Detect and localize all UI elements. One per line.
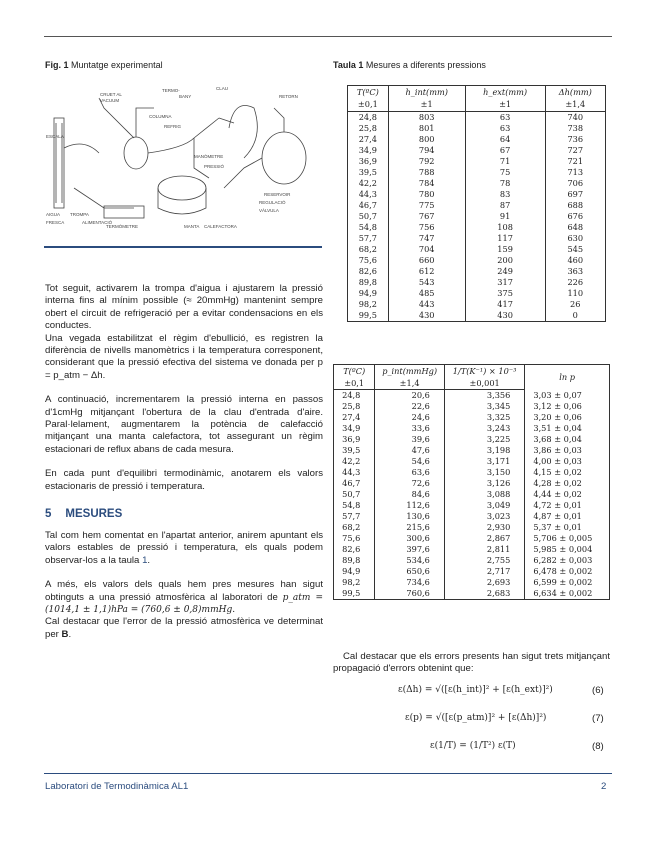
table-cell: 54,8 — [334, 500, 375, 511]
table-row — [348, 156, 606, 167]
table-cell: 25,8 — [348, 123, 389, 134]
table-cell: 2,683 — [444, 588, 524, 600]
table-cell: 57,7 — [348, 233, 389, 244]
table-cell: 50,7 — [334, 489, 375, 500]
table-cell: 112,6 — [375, 500, 445, 511]
column-header: p_int(mmHg) — [375, 365, 445, 378]
table-cell: 110 — [545, 288, 605, 299]
paragraph: En cada punt d'equilibri termodinàmic, anotarem els valors estacionaris de pressió i temperatura. — [45, 468, 323, 492]
table-cell: 3,03 ± 0,07 — [525, 390, 610, 402]
table-cell: 3,023 — [444, 511, 524, 522]
table-row — [348, 277, 606, 288]
table-cell: 78 — [465, 178, 545, 189]
table-cell: 87 — [465, 200, 545, 211]
equation-number: (6) — [592, 685, 604, 696]
table-cell: 91 — [465, 211, 545, 222]
paragraph: Cal destacar que l'error de la pressió atmosfèrica ve determinat per B. — [45, 616, 323, 640]
table-cell: 5,37 ± 0,01 — [525, 522, 610, 533]
table-cell: 3,225 — [444, 434, 524, 445]
table-cell: 226 — [545, 277, 605, 288]
table-cell: 75 — [465, 167, 545, 178]
table-row — [334, 566, 610, 577]
table-cell: 3,356 — [444, 390, 524, 402]
paragraph: A més, els valors dels quals hem pres mesures han sigut obtinguts a una pressió atmosfèrica al laboratori de p_atm = (1014,1 ± 1,1)hPa = (760,6 ± 0,8)mmHg. — [45, 579, 323, 616]
table-cell: 75,6 — [348, 255, 389, 266]
table-row — [334, 434, 610, 445]
table-cell: 22,6 — [375, 401, 445, 412]
sketch-label: RETORN — [279, 94, 298, 99]
table-cell: 215,6 — [375, 522, 445, 533]
table-cell: 801 — [388, 123, 465, 134]
table-cell: 704 — [388, 244, 465, 255]
sketch-label: VÀLVULA — [259, 208, 279, 213]
table-cell: 108 — [465, 222, 545, 233]
column-uncertainty: ±1 — [388, 98, 465, 112]
sketch-label: MANTA — [184, 224, 200, 229]
section-title: MESURES — [65, 508, 123, 520]
table-row — [348, 178, 606, 189]
table-row — [334, 445, 610, 456]
table-cell: 688 — [545, 200, 605, 211]
table-cell: 784 — [388, 178, 465, 189]
table-cell: 3,171 — [444, 456, 524, 467]
table-cell: 676 — [545, 211, 605, 222]
table-row — [334, 401, 610, 412]
table-row — [348, 211, 606, 222]
table-cell: 3,20 ± 0,06 — [525, 412, 610, 423]
table-cell: 25,8 — [334, 401, 375, 412]
table-cell: 24,6 — [375, 412, 445, 423]
table-row — [334, 423, 610, 434]
paragraph: Tal com hem comentat en l'apartat anterior, anirem apuntant els valors estables de pressió i temperatura, els quals podem observar-los a la taula 1. — [45, 530, 323, 566]
table-cell: 545 — [545, 244, 605, 255]
equation-6: ε(Δh) = √([ε(h_int)]² + [ε(h_ext)]²) — [398, 685, 553, 695]
table-cell: 94,9 — [334, 566, 375, 577]
table-row — [334, 500, 610, 511]
table-cell: 485 — [388, 288, 465, 299]
sketch-label: BANY — [179, 94, 192, 99]
table-row — [348, 167, 606, 178]
table-row — [334, 412, 610, 423]
table-cell: 89,8 — [348, 277, 389, 288]
table-row — [334, 577, 610, 588]
table-cell: 794 — [388, 145, 465, 156]
table-cell: 375 — [465, 288, 545, 299]
table-cell: 99,5 — [348, 310, 389, 322]
table-cell: 54,8 — [348, 222, 389, 233]
table-cell: 397,6 — [375, 544, 445, 555]
table-row — [348, 255, 606, 266]
table-cell: 94,9 — [348, 288, 389, 299]
table-cell: 443 — [388, 299, 465, 310]
table-cell: 780 — [388, 189, 465, 200]
table-cell: 3,150 — [444, 467, 524, 478]
page-number: 2 — [601, 781, 607, 792]
column-header: T(ºC) — [348, 86, 389, 99]
sketch-label: CLAU — [216, 86, 229, 91]
sketch-label: MANÒMETRE — [194, 154, 224, 159]
top-rule — [44, 36, 612, 37]
table-row — [334, 533, 610, 544]
sketch-label: REGULACIÓ — [259, 200, 286, 205]
table-cell: 39,5 — [334, 445, 375, 456]
heating-mantle — [158, 176, 206, 200]
sketch-label: RESERVOIR — [264, 192, 291, 197]
table-cell: 46,7 — [348, 200, 389, 211]
table-row — [334, 489, 610, 500]
table-cell: 34,9 — [348, 145, 389, 156]
table-cell: 430 — [465, 310, 545, 322]
table-cell: 24,8 — [334, 390, 375, 402]
table-caption: Taula 1 Mesures a diferents pressions — [333, 60, 486, 70]
column-header: ln p — [525, 365, 610, 390]
reservoir — [262, 132, 306, 184]
column-uncertainty: ±1,4 — [375, 377, 445, 390]
table-cell: 57,7 — [334, 511, 375, 522]
equation-8: ε(1/T) = (1/T²) ε(T) — [430, 741, 516, 751]
table-cell: 760,6 — [375, 588, 445, 600]
table-cell: 460 — [545, 255, 605, 266]
column-header: T(ºC) — [334, 365, 375, 378]
table-cell: 42,2 — [348, 178, 389, 189]
table-cell: 747 — [388, 233, 465, 244]
table-row — [348, 310, 606, 322]
table-cell: 34,9 — [334, 423, 375, 434]
table-cell: 4,44 ± 0,02 — [525, 489, 610, 500]
table-cell: 249 — [465, 266, 545, 277]
sketch-label: TERMO- — [162, 88, 180, 93]
table-cell: 2,867 — [444, 533, 524, 544]
equation-7: ε(p) = √([ε(p_atm)]² + [ε(Δh)]²) — [405, 713, 547, 723]
table-cell: 4,87 ± 0,01 — [525, 511, 610, 522]
table-row — [348, 222, 606, 233]
sketch-label: CRUET AL — [100, 92, 122, 97]
table-cell: 792 — [388, 156, 465, 167]
table-cell: 83 — [465, 189, 545, 200]
table-cell: 2,811 — [444, 544, 524, 555]
sketch-label: AIGUA — [46, 212, 61, 217]
table-cell: 67 — [465, 145, 545, 156]
equation-number: (8) — [592, 741, 604, 752]
table-cell: 72,6 — [375, 478, 445, 489]
table-cell: 117 — [465, 233, 545, 244]
table-row — [334, 555, 610, 566]
table-cell: 75,6 — [334, 533, 375, 544]
table-cell: 5,985 ± 0,004 — [525, 544, 610, 555]
table-cell: 706 — [545, 178, 605, 189]
table-cell: 2,693 — [444, 577, 524, 588]
column-header: Δh(mm) — [545, 86, 605, 99]
sketch-label: FRESCA — [46, 220, 65, 225]
table-cell: 82,6 — [334, 544, 375, 555]
table-row — [334, 456, 610, 467]
table-cell: 82,6 — [348, 266, 389, 277]
table-cell: 3,088 — [444, 489, 524, 500]
table-cell: 630 — [545, 233, 605, 244]
equation-number: (7) — [592, 713, 604, 724]
table-row — [348, 288, 606, 299]
column-uncertainty: ±0,1 — [348, 98, 389, 112]
table-row — [348, 244, 606, 255]
table-cell: 68,2 — [348, 244, 389, 255]
table-cell: 3,126 — [444, 478, 524, 489]
measurements-table — [347, 85, 606, 322]
column-uncertainty: ±0,001 — [444, 377, 524, 390]
table-cell: 4,72 ± 0,01 — [525, 500, 610, 511]
column-header: h_ext(mm) — [465, 86, 545, 99]
paragraph: Tot seguit, activarem la trompa d'aigua i ajustarem la pressió interna fins al mínim possible (≈ 20mmHg) mantenint sempre obert el circuit de refrigeració per a evitar condensacions en els conductes. — [45, 283, 323, 332]
table-cell: 775 — [388, 200, 465, 211]
table-cell: 6,634 ± 0,002 — [525, 588, 610, 600]
table-cell: 430 — [388, 310, 465, 322]
table-cell: 200 — [465, 255, 545, 266]
body-text-left — [45, 283, 323, 493]
figure-rule — [44, 246, 322, 248]
table-cell: 39,6 — [375, 434, 445, 445]
table-cell: 543 — [388, 277, 465, 288]
table-cell: 417 — [465, 299, 545, 310]
table-cell: 63,6 — [375, 467, 445, 478]
table-cell: 3,198 — [444, 445, 524, 456]
table-cell: 42,2 — [334, 456, 375, 467]
table-cell: 3,68 ± 0,04 — [525, 434, 610, 445]
column-header: 1/T(K⁻¹) × 10⁻³ — [444, 365, 524, 378]
table-cell: 44,3 — [334, 467, 375, 478]
table-cell: 98,2 — [334, 577, 375, 588]
table-cell: 50,7 — [348, 211, 389, 222]
sketch-label: COLUMNA — [149, 114, 172, 119]
table-cell: 740 — [545, 112, 605, 124]
paragraph: Una vegada estabilitzat el règim d'ebullició, es registren la diferència de nivells manomètrics i la temperatura corresponent, considerant que la pressió efectiva del sistema ve donada per p = p_atm − Δh. — [45, 332, 323, 381]
footer-title: Laboratori de Termodinàmica AL1 — [45, 781, 189, 792]
table-cell: 2,755 — [444, 555, 524, 566]
table-row — [348, 134, 606, 145]
column-uncertainty: ±0,1 — [334, 377, 375, 390]
table-cell: 650,6 — [375, 566, 445, 577]
manometer-scale — [54, 118, 64, 208]
table-cell: 26 — [545, 299, 605, 310]
table-cell: 4,28 ± 0,02 — [525, 478, 610, 489]
table-row — [348, 145, 606, 156]
section-heading — [45, 508, 136, 520]
table-row — [348, 299, 606, 310]
table-cell: 159 — [465, 244, 545, 255]
table-cell: 54,6 — [375, 456, 445, 467]
sketch-label: TROMPA — [70, 212, 89, 217]
paragraph: A continuació, incrementarem la pressió interna en passos d'1cmHg mitjançant l'obertura de la clau d'entrada d'aire. Paral·lelament, augmentarem la potència de calefacció mitjançant una manta calefactora, tot assegurant un règim estacionari de reflux abans de cada mesura. — [45, 394, 323, 455]
footer-rule — [44, 773, 612, 774]
flask — [124, 137, 148, 169]
column-header: h_int(mm) — [388, 86, 465, 99]
table-cell: 3,86 ± 0,03 — [525, 445, 610, 456]
table-cell: 71 — [465, 156, 545, 167]
table-cell: 767 — [388, 211, 465, 222]
table-cell: 39,5 — [348, 167, 389, 178]
derived-values-table — [333, 364, 610, 600]
table-row — [348, 233, 606, 244]
table-cell: 788 — [388, 167, 465, 178]
sketch-label: REFRIG — [164, 124, 182, 129]
column-uncertainty: ±1 — [465, 98, 545, 112]
table-cell: 2,930 — [444, 522, 524, 533]
table-row — [334, 467, 610, 478]
table-cell: 24,8 — [348, 112, 389, 124]
table-cell: 721 — [545, 156, 605, 167]
table-cell: 300,6 — [375, 533, 445, 544]
sketch-label: TERMÒMETRE — [106, 224, 138, 229]
table-row — [334, 390, 610, 402]
table-cell: 4,00 ± 0,03 — [525, 456, 610, 467]
table-row — [334, 522, 610, 533]
table-cell: 3,345 — [444, 401, 524, 412]
table-cell: 363 — [545, 266, 605, 277]
table-cell: 27,4 — [348, 134, 389, 145]
table-cell: 89,8 — [334, 555, 375, 566]
section-number: 5 — [45, 508, 52, 520]
table-row — [348, 123, 606, 134]
table-cell: 36,9 — [348, 156, 389, 167]
table-row — [334, 478, 610, 489]
figure-caption: Fig. 1 Muntatge experimental — [45, 60, 163, 70]
table-cell: 99,5 — [334, 588, 375, 600]
table-cell: 800 — [388, 134, 465, 145]
table-cell: 2,717 — [444, 566, 524, 577]
table-cell: 47,6 — [375, 445, 445, 456]
table-cell: 3,325 — [444, 412, 524, 423]
table-cell: 660 — [388, 255, 465, 266]
table-cell: 44,3 — [348, 189, 389, 200]
table-row — [348, 112, 606, 124]
table-cell: 6,599 ± 0,002 — [525, 577, 610, 588]
table-cell: 317 — [465, 277, 545, 288]
table-row — [334, 511, 610, 522]
table-cell: 6,282 ± 0,003 — [525, 555, 610, 566]
table-cell: 713 — [545, 167, 605, 178]
table-cell: 4,15 ± 0,02 — [525, 467, 610, 478]
table-cell: 803 — [388, 112, 465, 124]
table-cell: 68,2 — [334, 522, 375, 533]
table-cell: 63 — [465, 112, 545, 124]
table-row — [334, 588, 610, 600]
table-cell: 63 — [465, 123, 545, 134]
table-cell: 534,6 — [375, 555, 445, 566]
table-cell: 3,51 ± 0,04 — [525, 423, 610, 434]
table-row — [348, 189, 606, 200]
table-cell: 612 — [388, 266, 465, 277]
table-cell: 0 — [545, 310, 605, 322]
sketch-label: CALEFACTORA — [204, 224, 237, 229]
table-cell: 697 — [545, 189, 605, 200]
table-cell: 3,049 — [444, 500, 524, 511]
table-cell: 648 — [545, 222, 605, 233]
table-cell: 33,6 — [375, 423, 445, 434]
table-row — [334, 544, 610, 555]
table-cell: 98,2 — [348, 299, 389, 310]
error-propagation-text: Cal destacar que els errors presents han sigut trets mitjançant propagació d'errors obtenint que: — [333, 651, 610, 675]
table-cell: 20,6 — [375, 390, 445, 402]
table-cell: 6,478 ± 0,002 — [525, 566, 610, 577]
table-cell: 734,6 — [375, 577, 445, 588]
table-cell: 736 — [545, 134, 605, 145]
table-cell: 27,4 — [334, 412, 375, 423]
table-cell: 727 — [545, 145, 605, 156]
body-text-measures — [45, 530, 323, 641]
table-row — [348, 200, 606, 211]
table-cell: 3,12 ± 0,06 — [525, 401, 610, 412]
table-cell: 46,7 — [334, 478, 375, 489]
table-cell: 36,9 — [334, 434, 375, 445]
table-cell: 756 — [388, 222, 465, 233]
table-cell: 84,6 — [375, 489, 445, 500]
sketch-label: ALIMENTACIÓ — [82, 220, 113, 225]
table-row — [348, 266, 606, 277]
table-cell: 5,706 ± 0,005 — [525, 533, 610, 544]
table-cell: 130,6 — [375, 511, 445, 522]
table-cell: 64 — [465, 134, 545, 145]
sketch-label: VACUUM — [100, 98, 120, 103]
sketch-label: PRESSIÓ — [204, 164, 225, 169]
table-cell: 738 — [545, 123, 605, 134]
experimental-setup-sketch — [44, 78, 322, 246]
column-uncertainty: ±1,4 — [545, 98, 605, 112]
table-reference-link[interactable]: 1 — [142, 554, 148, 566]
sketch-label: ESCALA — [46, 134, 64, 139]
table-cell: 3,243 — [444, 423, 524, 434]
